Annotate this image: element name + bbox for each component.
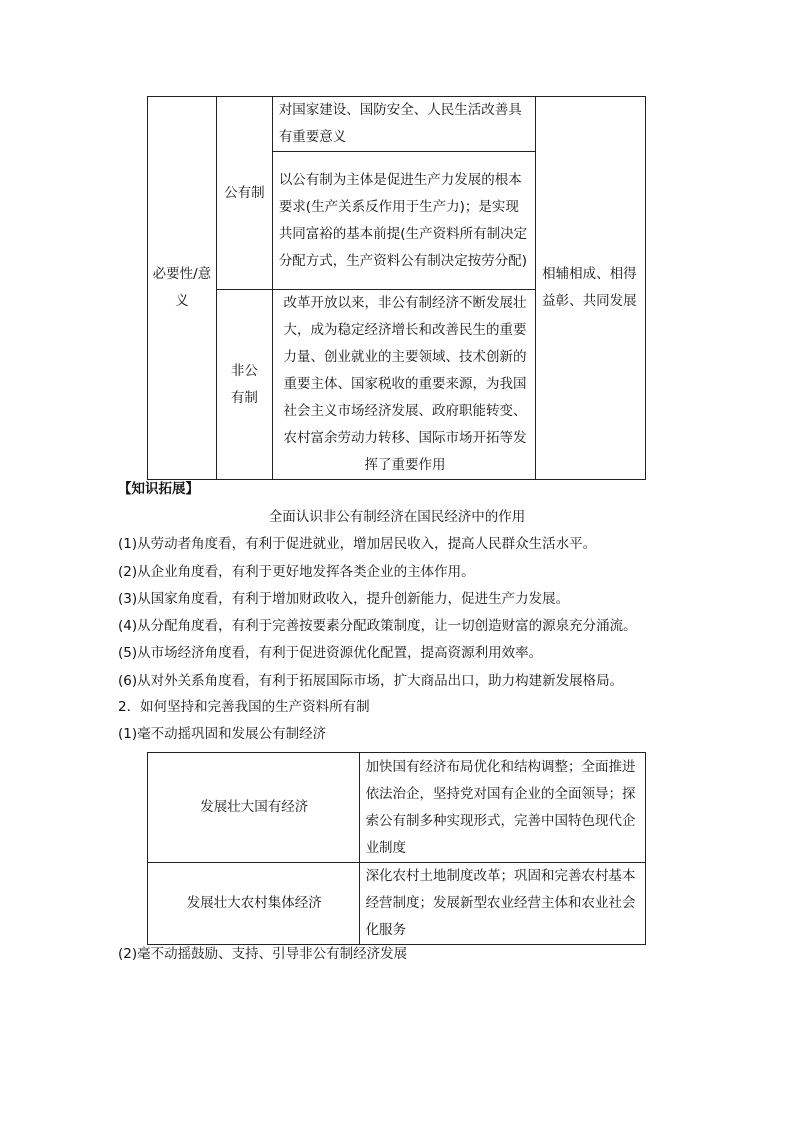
public-item-cell: [272, 97, 535, 152]
nonpublic-label-cell: [216, 290, 272, 480]
extension-point: (2)从企业角度看，有利于更好地发挥各类企业的主体作用。: [118, 564, 475, 580]
public-item-2: 以公有制为主体是促进生产力发展的根本要求(生产关系反作用于生产力)；是实现共同富裕的基本前提(生产资料所有制决定分配方式，生产资料公有制决定按劳分配): [278, 171, 528, 269]
section2-sub1: (1)毫不动摇巩固和发展公有制经济: [118, 726, 327, 742]
state-economy-text-cell: [359, 753, 645, 863]
state-economy-label-cell: [148, 753, 360, 863]
extension-point: (6)从对外关系角度看，有利于拓展国际市场，扩大商品出口，助力构建新发展格局。: [118, 673, 624, 689]
public-label: 公有制: [224, 184, 265, 201]
state-economy-label: 发展壮大国有经济: [200, 799, 309, 815]
collective-economy-text: 深化农村土地制度改革；巩固和完善农村基本经营制度；发展新型农业经营主体和农业社会化服务: [365, 868, 636, 938]
section2-heading: 2．如何坚持和完善我国的生产资料所有制: [118, 699, 370, 715]
row-header-cell: [148, 97, 217, 480]
collective-economy-label: 发展壮大农村集体经济: [186, 895, 322, 911]
nonpublic-text: 改革开放以来，非公有制经济不断发展壮大，成为稳定经济增长和改善民生的重要力量、创业就业的主要领域、技术创新的重要主体、国家税收的重要来源，为我国社会主义市场经济发展、政府职能转变、农村富余劳动力转移、国际市场开拓等发挥了重要作用: [283, 295, 527, 473]
extension-point: (4)从分配角度看，有利于完善按要素分配政策制度，让一切创造财富的源泉充分涌流。: [118, 618, 637, 634]
public-item-cell: [272, 152, 535, 290]
public-item-1: 对国家建设、国防安全、人民生活改善具有重要意义: [278, 102, 522, 145]
ownership-significance-table: [147, 96, 646, 480]
nonpublic-text-cell: [272, 290, 535, 480]
section2-sub2: (2)毫不动摇鼓励、支持、引导非公有制经济发展: [118, 946, 408, 962]
extension-point: (5)从市场经济角度看，有利于促进资源优化配置，提高资源利用效率。: [118, 645, 543, 661]
extension-point: (1)从劳动者角度看，有利于促进就业，增加居民收入，提高人民群众生活水平。: [118, 536, 597, 552]
public-label-cell: [216, 97, 272, 290]
relation-text: 相辅相成、相得益彰、共同发展: [542, 266, 637, 309]
collective-economy-label-cell: [148, 863, 360, 945]
relation-cell: [536, 97, 646, 480]
extension-point: (3)从国家角度看，有利于增加财政收入，提升创新能力，促进生产力发展。: [118, 591, 570, 607]
public-economy-table: [147, 752, 646, 945]
extension-heading: 【知识拓展】: [118, 481, 199, 497]
collective-economy-text-cell: [359, 863, 645, 945]
state-economy-text: 加快国有经济布局优化和结构调整；全面推进依法治企，坚持党对国有企业的全面领导；探索公有制多种实现形式，完善中国特色现代企业制度: [365, 758, 636, 856]
nonpublic-label: 非公有制: [230, 362, 258, 406]
row-header-label: 必要性/意义: [152, 266, 212, 309]
extension-title: 全面认识非公有制经济在国民经济中的作用: [268, 509, 526, 525]
